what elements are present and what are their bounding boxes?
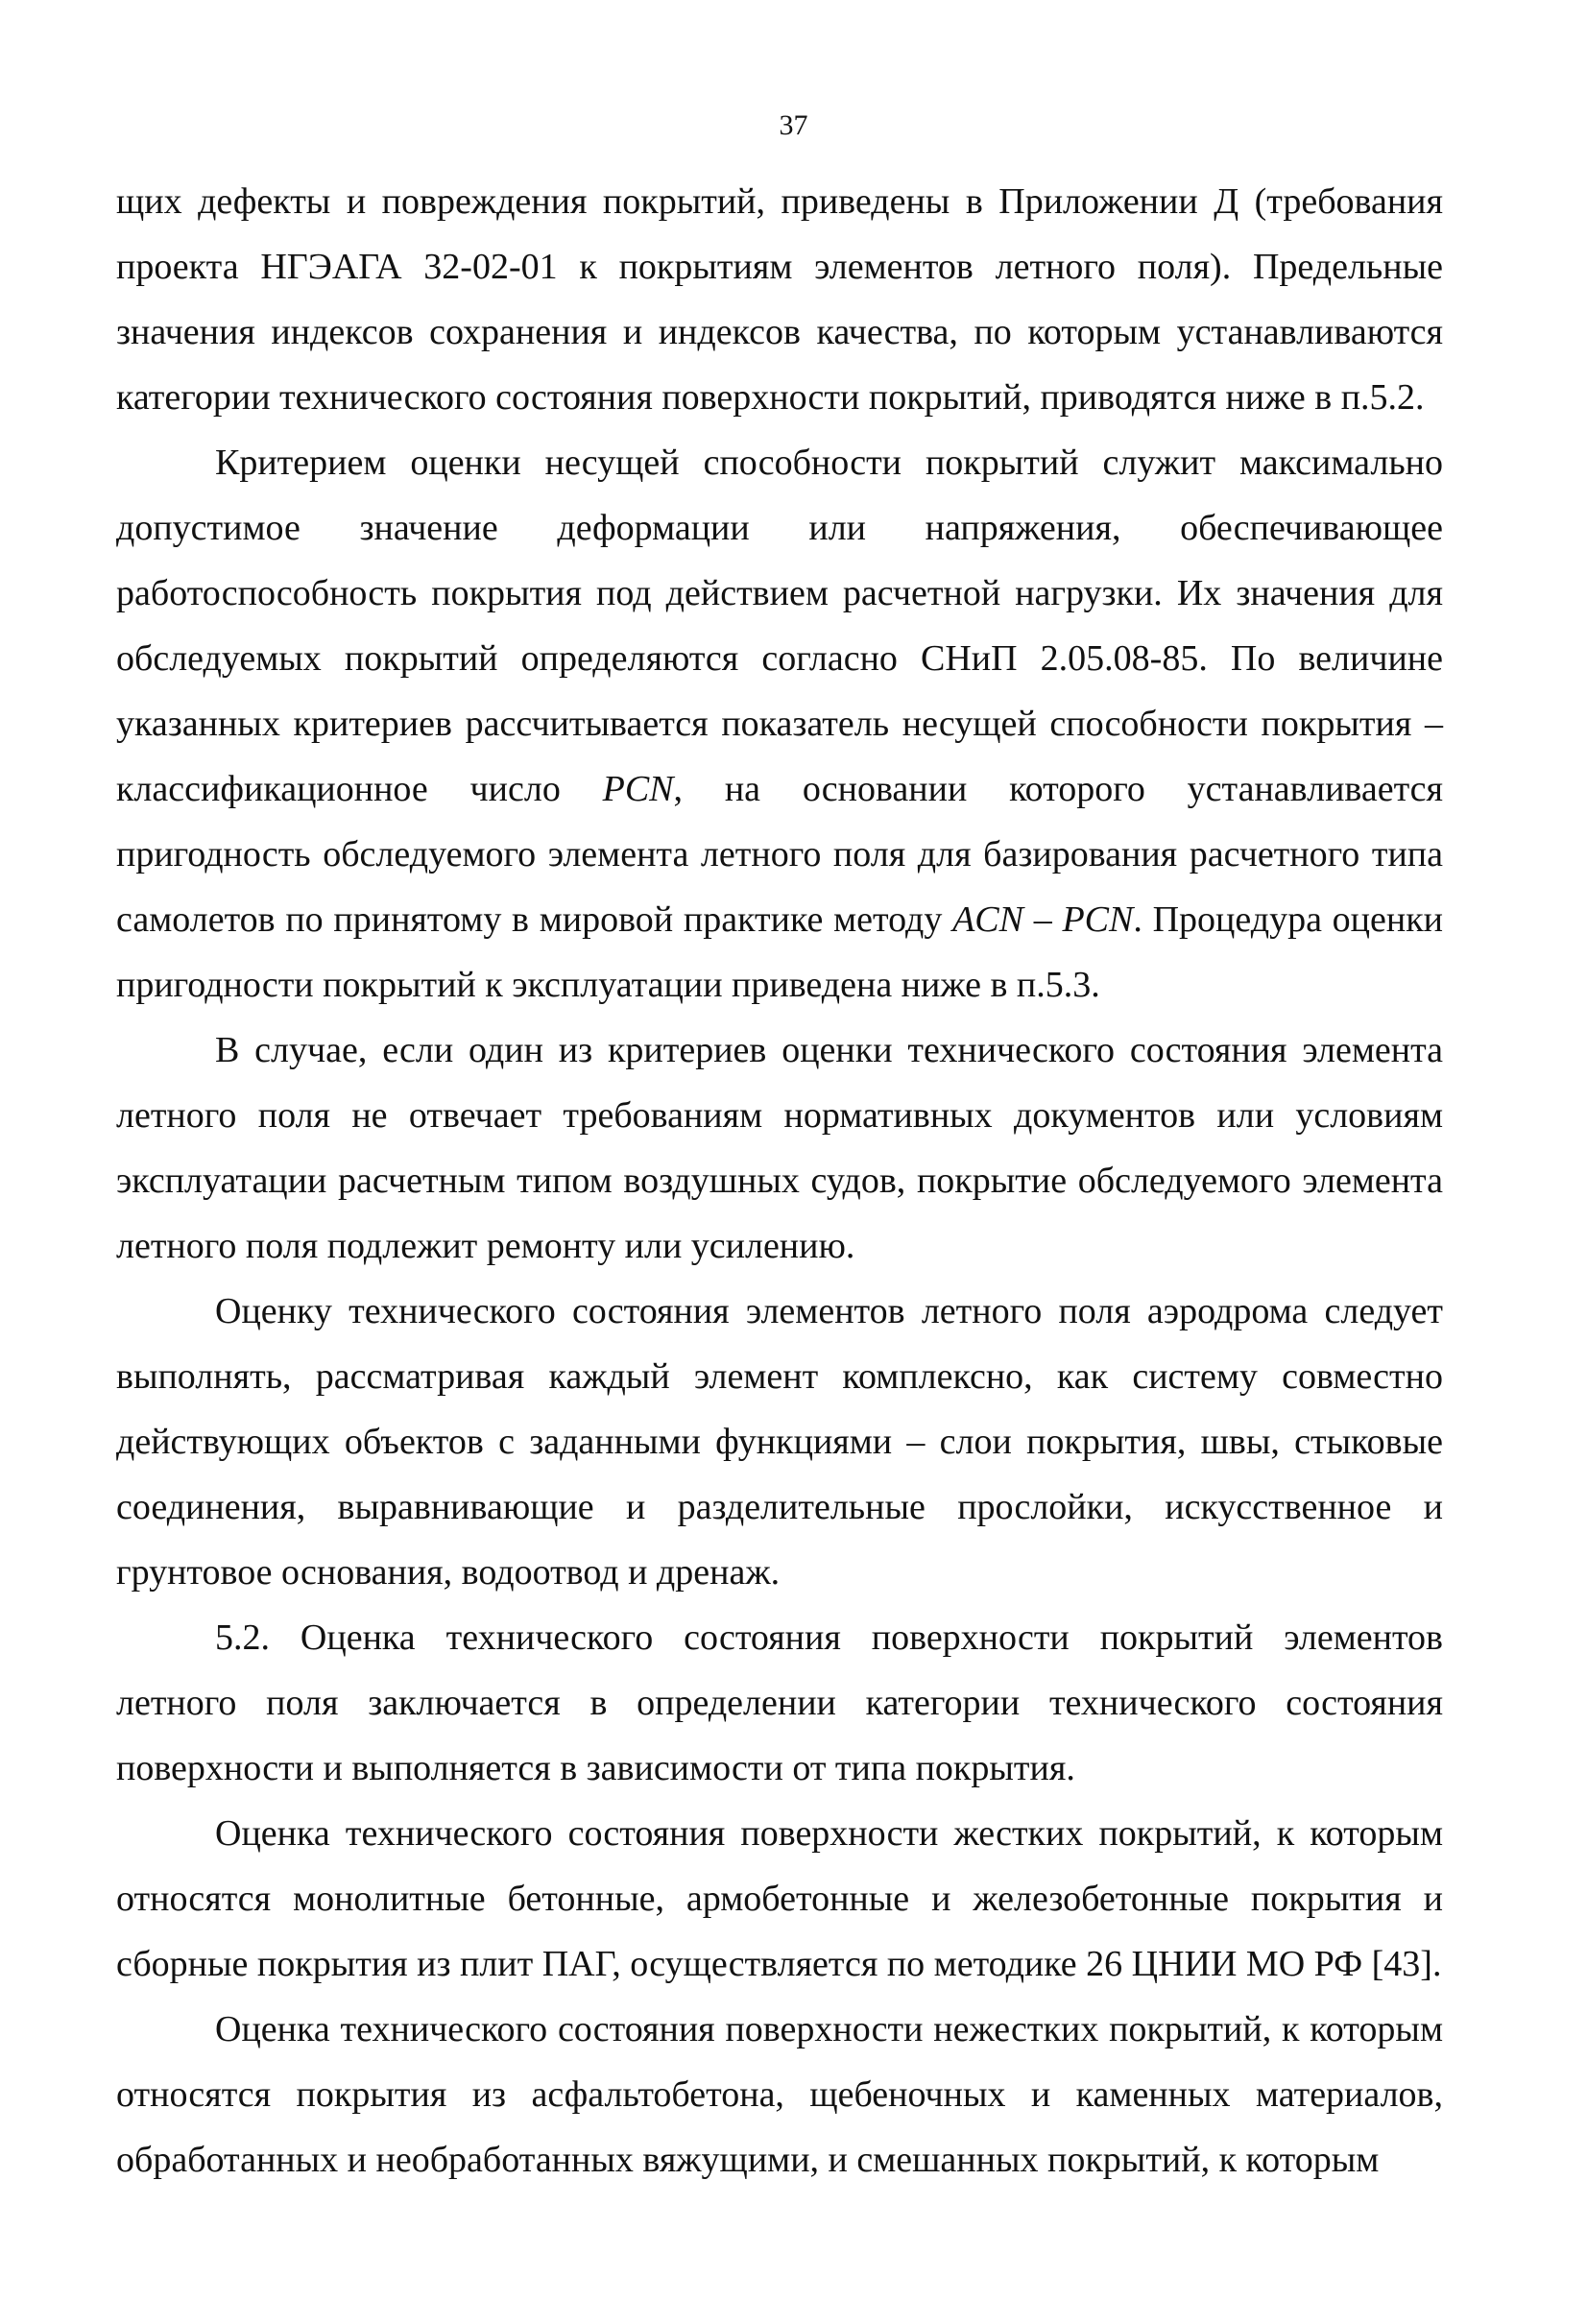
- text-run: . Процедура оценки пригодности покрытий к эксплуатации приведена ниже в п.5.3.: [116, 899, 1443, 1005]
- paragraph-section-5-2: 5.2. Оценка технического состояния поверхности покрытий элементов летного поля заключается в определении категории технического состояния поверхности и выполняется в зависимости от типа покрытия.: [116, 1617, 1443, 1788]
- document-body: [116, 169, 1443, 2192]
- paragraph-repair-criteria: В случае, если один из критериев оценки технического состояния элемента летного поля не отвечает требованиям нормативных документов или условиям эксплуатации расчетным типом воздушных судов, покрытие обследуемого элемента летного поля подлежит ремонту или усилению.: [116, 1030, 1443, 1266]
- paragraph-rigid-pavements: Оценка технического состояния поверхности жестких покрытий, к которым относятся монолитные бетонные, армобетонные и железобетонные покрытия и сборные покрытия из плит ПАГ, осуществляется по методике 26 ЦНИИ МО РФ [43].: [116, 1813, 1443, 1984]
- paragraph-bearing-capacity: [116, 430, 1443, 1018]
- paragraph-flexible-pavements: Оценка технического состояния поверхности нежестких покрытий, к которым относятся покрытия из асфальтобетона, щебеночных и каменных материалов, обработанных и необработанных вяжущими, и смешанных покрытий, к которым: [116, 2009, 1443, 2180]
- pcn-term: PCN: [602, 769, 674, 809]
- text-run: , на основании которого устанавливается пригодность обследуемого элемента летного поля для базирования расчетного типа самолетов по принятому в мировой практике методу: [116, 769, 1443, 940]
- page-number: 37: [779, 109, 808, 141]
- paragraph-complex-assessment: Оценку технического состояния элементов летного поля аэродрома следует выполнять, рассматривая каждый элемент комплексно, как систему совместно действующих объектов с заданными функциями – слои покрытия, швы, стыковые соединения, выравнивающие и разделительные прослойки, искусственное и грунтовое основания, водоотвод и дренаж.: [116, 1291, 1443, 1593]
- acn-pcn-term: ACN – PCN: [952, 899, 1134, 940]
- paragraph-defects-continuation: щих дефекты и повреждения покрытий, приведены в Приложении Д (требования проекта НГЭАГА 32-02-01 к покрытиям элементов летного поля). Предельные значения индексов сохранения и индексов качества, по которым устанавливаются категории технического состояния поверхности покрытий, приводятся ниже в п.5.2.: [116, 181, 1443, 418]
- text-run: Критерием оценки несущей способности покрытий служит максимально допустимое значение деформации или напряжения, обеспечивающее работоспособность покрытия под действием расчетной нагрузки. Их значения для обследуемых покрытий определяются согласно СНиП 2.05.08-85. По величине указанных критериев рассчитывается показатель несущей способности покрытия – классификационное число: [116, 443, 1443, 809]
